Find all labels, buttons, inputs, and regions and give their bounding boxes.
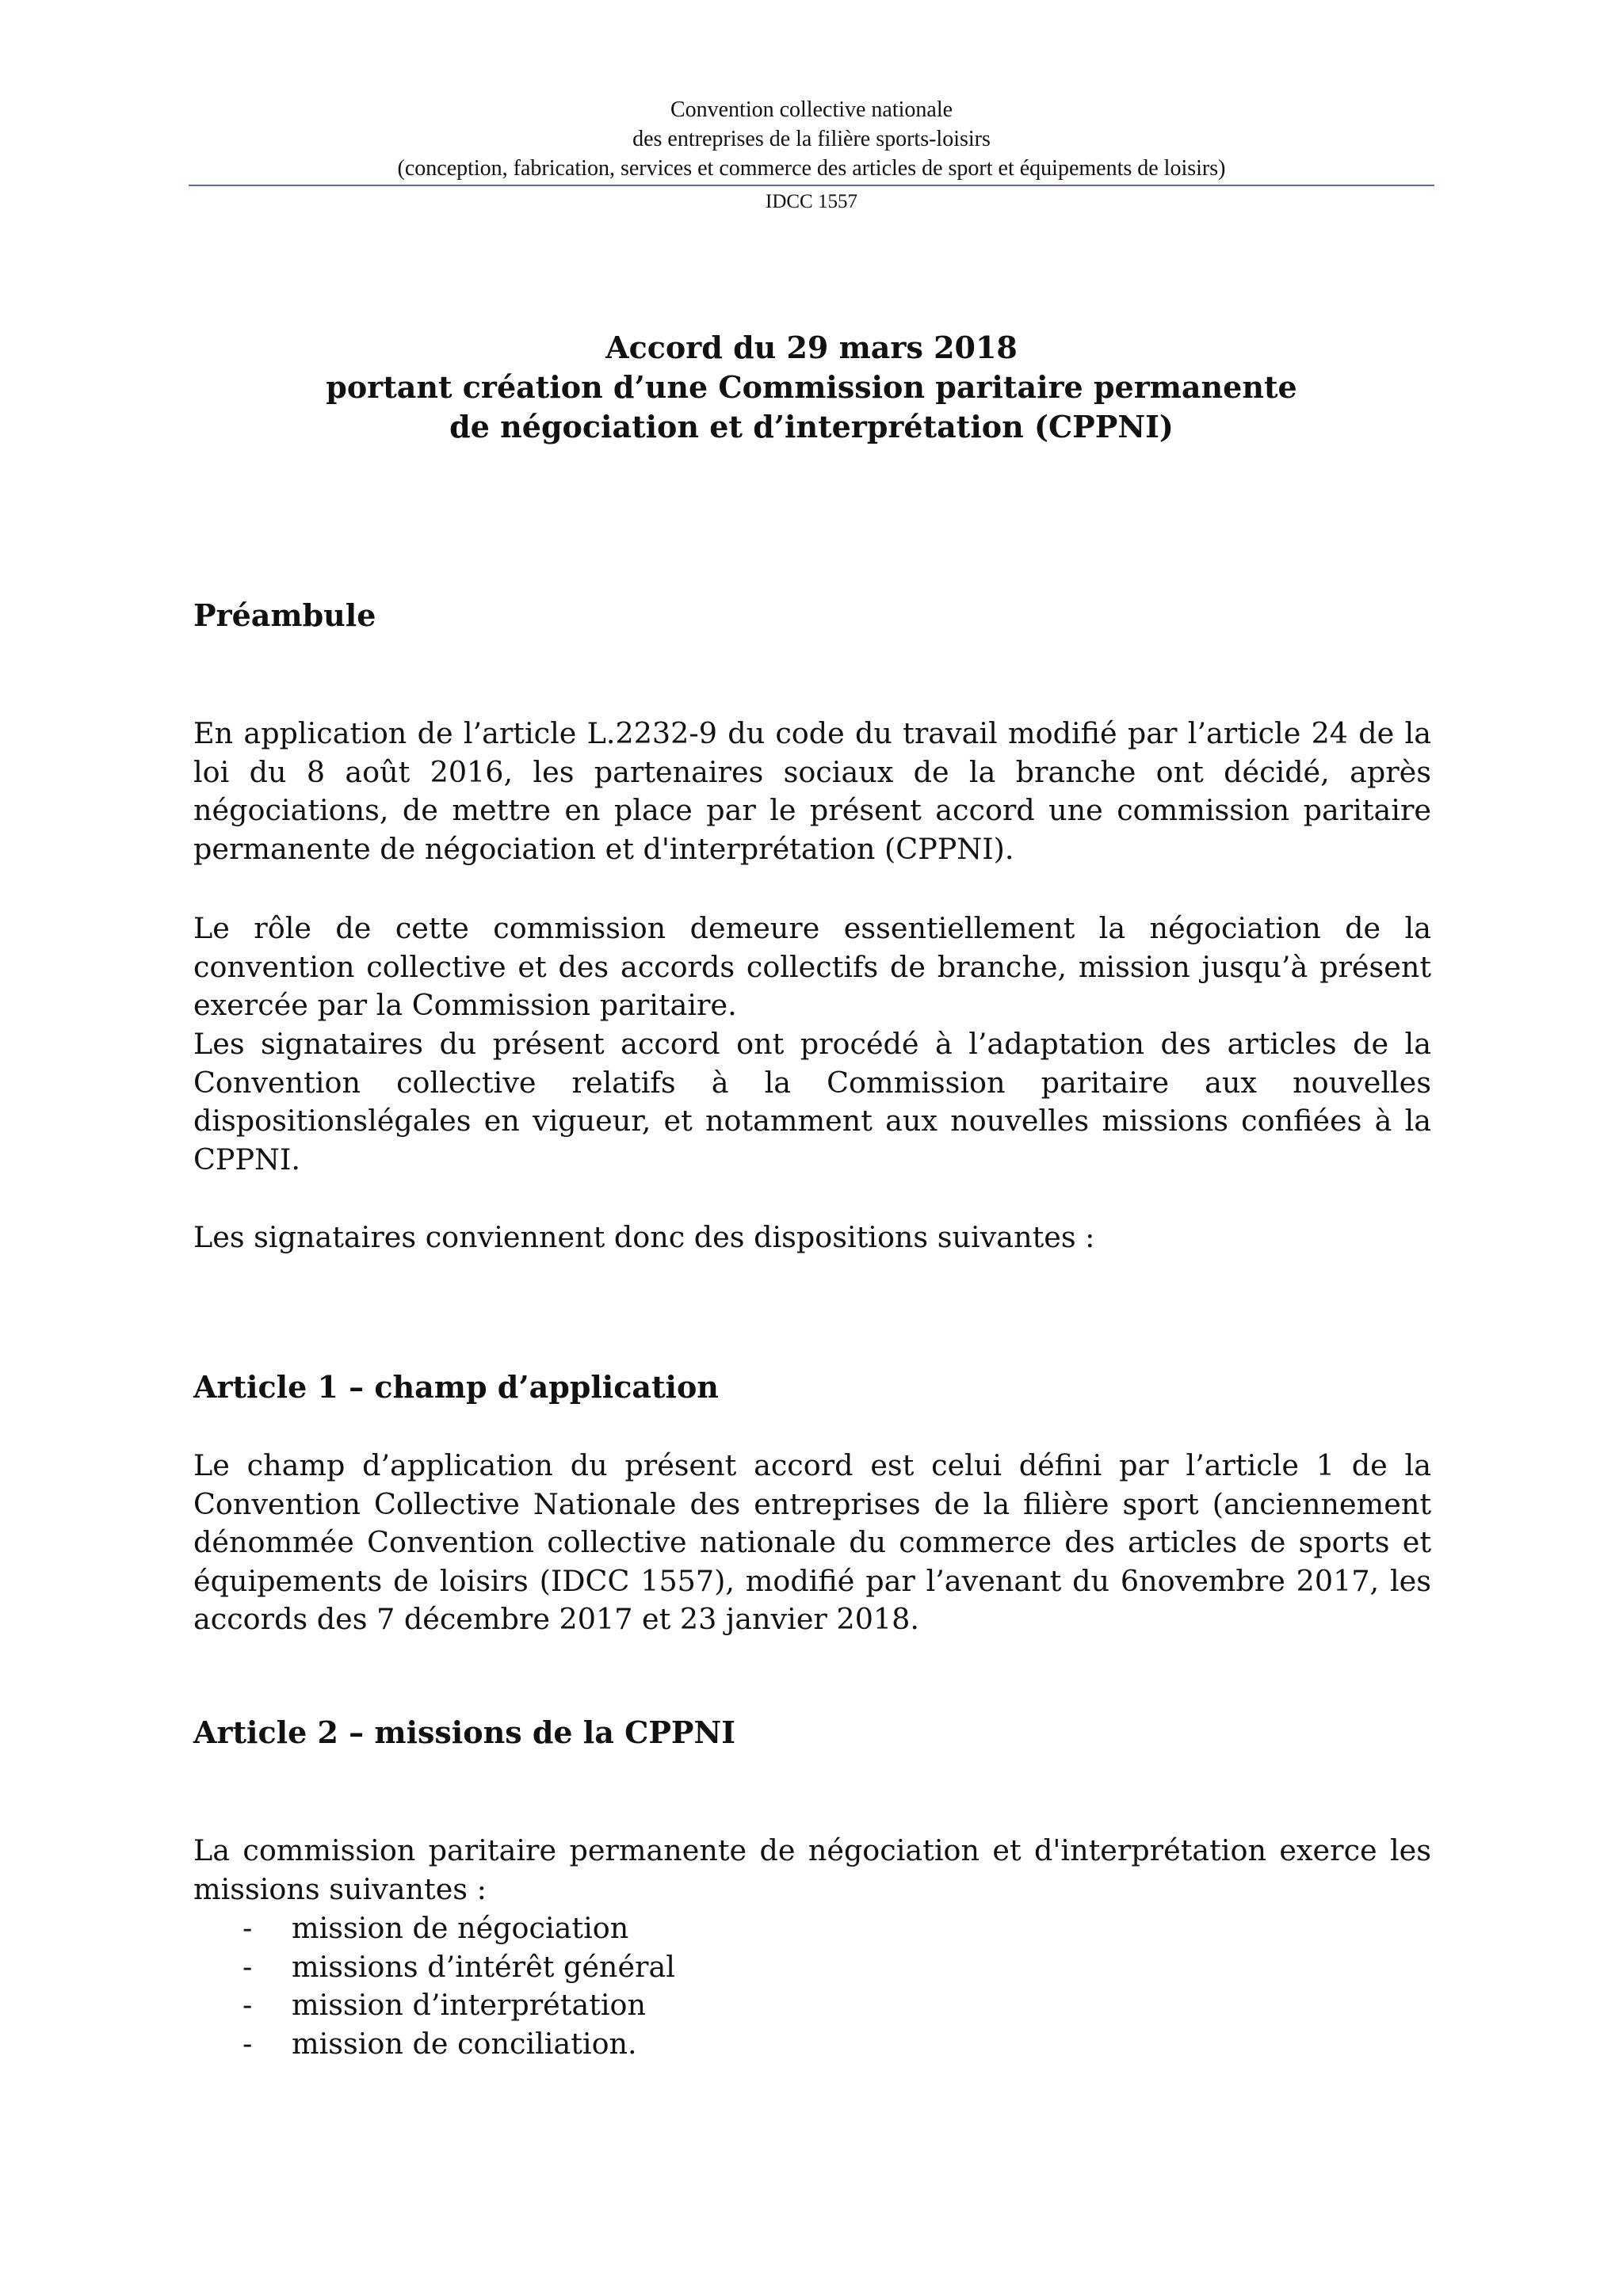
header-line-1: Convention collective nationale — [670, 97, 953, 122]
list-item-text: missions d’intérêt général — [292, 1949, 675, 1984]
list-item-text: mission de négociation — [292, 1911, 629, 1945]
preambule-paragraph-1: En application de l’article L.2232-9 du code du travail modifié par l’article 24 de la loi du 8 août 2016, les partenaires sociaux de la branche ont décidé, après négociations, de mettre en place par le présent accord une commission paritaire permanente de négociation et d'interprétation (CPPNI). — [193, 716, 1431, 866]
title-line-3: de négociation et d’interprétation (CPPNI) — [449, 409, 1174, 444]
article-1-paragraph: Le champ d’application du présent accord est celui défini par l’article 1 de la Convention Collective Nationale des entreprises de la filière sport (anciennement dénommée Convention collective nationale du commerce des articles de sports et équipements de loisirs (IDCC 1557), modifié par l’avenant du 6novembre 2017, les accords des 7 décembre 2017 et 23 janvier 2018. — [193, 1448, 1431, 1636]
header-divider — [189, 185, 1434, 186]
running-header — [189, 95, 1434, 215]
list-item — [193, 1948, 1431, 1987]
header-line-3: (conception, fabrication, services et commerce des articles de sport et équipements de loisirs) — [397, 156, 1226, 181]
preambule-heading: Préambule — [193, 597, 376, 633]
list-item — [193, 1909, 1431, 1948]
list-item-text: mission de conciliation. — [292, 2026, 637, 2061]
list-item-text: mission d’interprétation — [292, 1988, 647, 2022]
preambule-paragraph-4: Les signataires conviennent donc des dispositions suivantes : — [193, 1220, 1095, 1254]
header-line-2: des entreprises de la filière sports-loisirs — [632, 127, 991, 151]
document-title — [189, 328, 1434, 447]
article-2-heading: Article 2 – missions de la CPPNI — [193, 1714, 735, 1750]
list-dash: - — [242, 1988, 253, 2022]
list-item — [193, 2025, 1431, 2064]
list-item — [193, 1986, 1431, 2025]
list-dash: - — [242, 1911, 253, 1945]
missions-list — [193, 1909, 1431, 2063]
title-line-2: portant création d’une Commission paritaire permanente — [326, 369, 1297, 405]
header-idcc: IDCC 1557 — [766, 191, 857, 212]
article-2-intro: La commission paritaire permanente de négociation et d'interprétation exerce les missions suivantes : — [193, 1833, 1431, 1906]
preambule-paragraph-2: Le rôle de cette commission demeure essentiellement la négociation de la convention collective et des accords collectifs de branche, mission jusqu’à présent exercée par la Commission paritaire. — [193, 911, 1431, 1022]
preambule-paragraph-3: Les signataires du présent accord ont procédé à l’adaptation des articles de la Convention collective relatifs à la Commission paritaire aux nouvelles dispositionslégales en vigueur, et notamment aux nouvelles missions confiées à la CPPNI. — [193, 1027, 1431, 1177]
list-dash: - — [242, 1949, 253, 1984]
article-1-heading: Article 1 – champ d’application — [193, 1369, 719, 1405]
list-dash: - — [242, 2026, 253, 2061]
title-line-1: Accord du 29 mars 2018 — [605, 330, 1018, 365]
